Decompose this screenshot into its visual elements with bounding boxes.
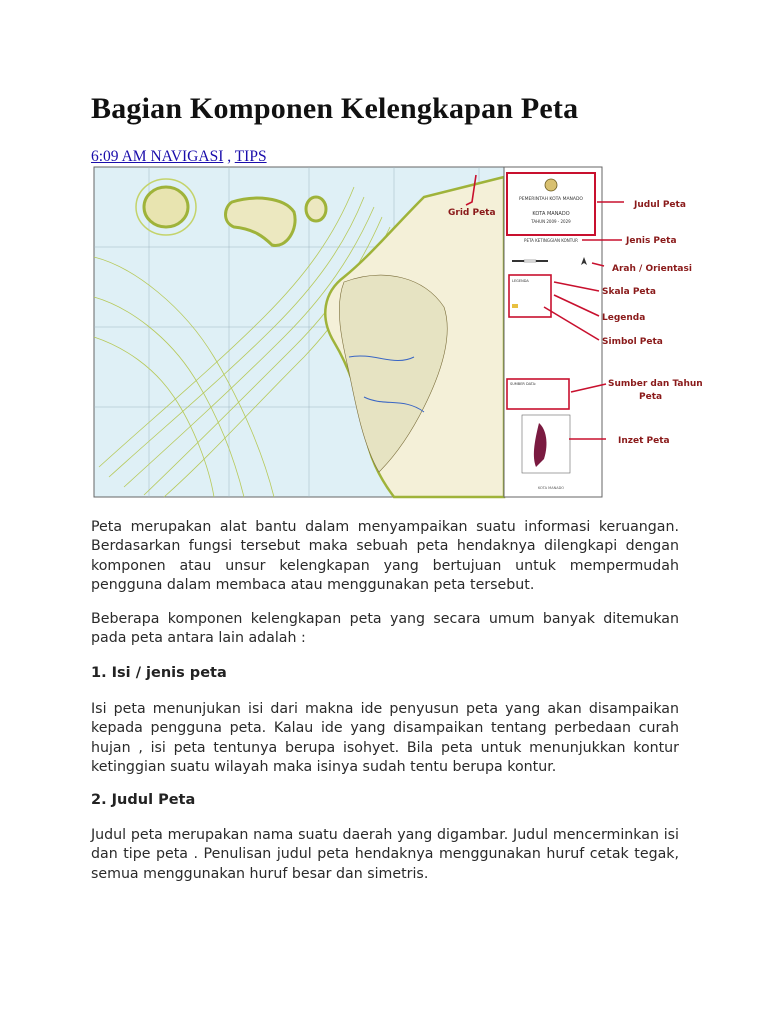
city-emblem bbox=[545, 179, 557, 191]
callout-legenda: Legenda bbox=[602, 313, 646, 323]
section-heading-judul: 2. Judul Peta bbox=[91, 792, 196, 808]
callout-inzet-peta: Inzet Peta bbox=[618, 436, 670, 446]
article-title: Bagian Komponen Kelengkapan Peta bbox=[91, 92, 579, 125]
post-time-link[interactable] bbox=[91, 148, 223, 165]
paragraph-judul: Judul peta merupakan nama suatu daerah yang digambar. Judul mencerminkan isi dan tipe peta . Penulisan judul peta hendaknya menggunakan huruf cetak tegak, semua menggunakan huruf besar dan simetris. bbox=[91, 827, 679, 882]
post-meta bbox=[91, 148, 267, 166]
callout-sumber-tahun: Sumber dan Tahun bbox=[608, 379, 703, 389]
callout-arah-orientasi: Arah / Orientasi bbox=[612, 264, 692, 274]
source-title: SUMBER DATA: bbox=[510, 382, 537, 386]
paragraph-intro: Peta merupakan alat bantu dalam menyampaikan suatu informasi keruangan. Berdasarkan fungsi tersebut maka sebuah peta hendaknya dilengkapi dengan komponen atau unsur kelengkapan yang bertujuan untuk mempermudah pengguna dalam membaca atau menggunakan peta tersebut. bbox=[91, 519, 679, 593]
map-type-text: PETA KETINGGIAN KONTUR bbox=[524, 238, 578, 243]
paragraph-isi: Isi peta menunjukan isi dari makna ide penyusun peta yang akan disampaikan kepada pengguna peta. Kalau ide yang disampaikan tentang perbedaan curah hujan , isi peta tentunya berupa isohyet. Bila peta untuk menunjukkan kontur ketinggian suatu wilayah maka isinya sudah tentu berupa kontur. bbox=[91, 701, 679, 775]
post-time: 6:09 AM bbox=[91, 148, 147, 165]
paragraph-lead: Beberapa komponen kelengkapan peta yang secara umum banyak ditemukan pada peta antara lain adalah : bbox=[91, 611, 679, 647]
post-tag-link[interactable]: TIPS bbox=[234, 148, 267, 165]
post-category: NAVIGASI bbox=[150, 148, 224, 165]
meta-separator: , bbox=[223, 148, 235, 165]
legend-swatch bbox=[512, 304, 518, 308]
callout-judul-peta: Judul Peta bbox=[634, 200, 686, 210]
callout-skala-peta: Skala Peta bbox=[602, 287, 656, 297]
callout-simbol-peta: Simbol Peta bbox=[602, 337, 663, 347]
callout-jenis-peta: Jenis Peta bbox=[626, 236, 677, 246]
legend-title: LEGENDA bbox=[512, 279, 529, 283]
title-box-line1: PEMERINTAH KOTA MANADO bbox=[519, 197, 583, 202]
callout-sumber-tahun-peta: Peta bbox=[639, 392, 663, 402]
callout-grid-peta: Grid Peta bbox=[448, 208, 496, 218]
scale-bar bbox=[512, 260, 548, 262]
title-box-line3: TAHUN 2009 - 2029 bbox=[531, 219, 571, 224]
title-box-line2: KOTA MANADO bbox=[532, 211, 570, 217]
section-heading-isi: 1. Isi / jenis peta bbox=[91, 665, 227, 681]
map-figure bbox=[94, 167, 703, 497]
inset-caption: KOTA MANADO bbox=[537, 486, 565, 490]
